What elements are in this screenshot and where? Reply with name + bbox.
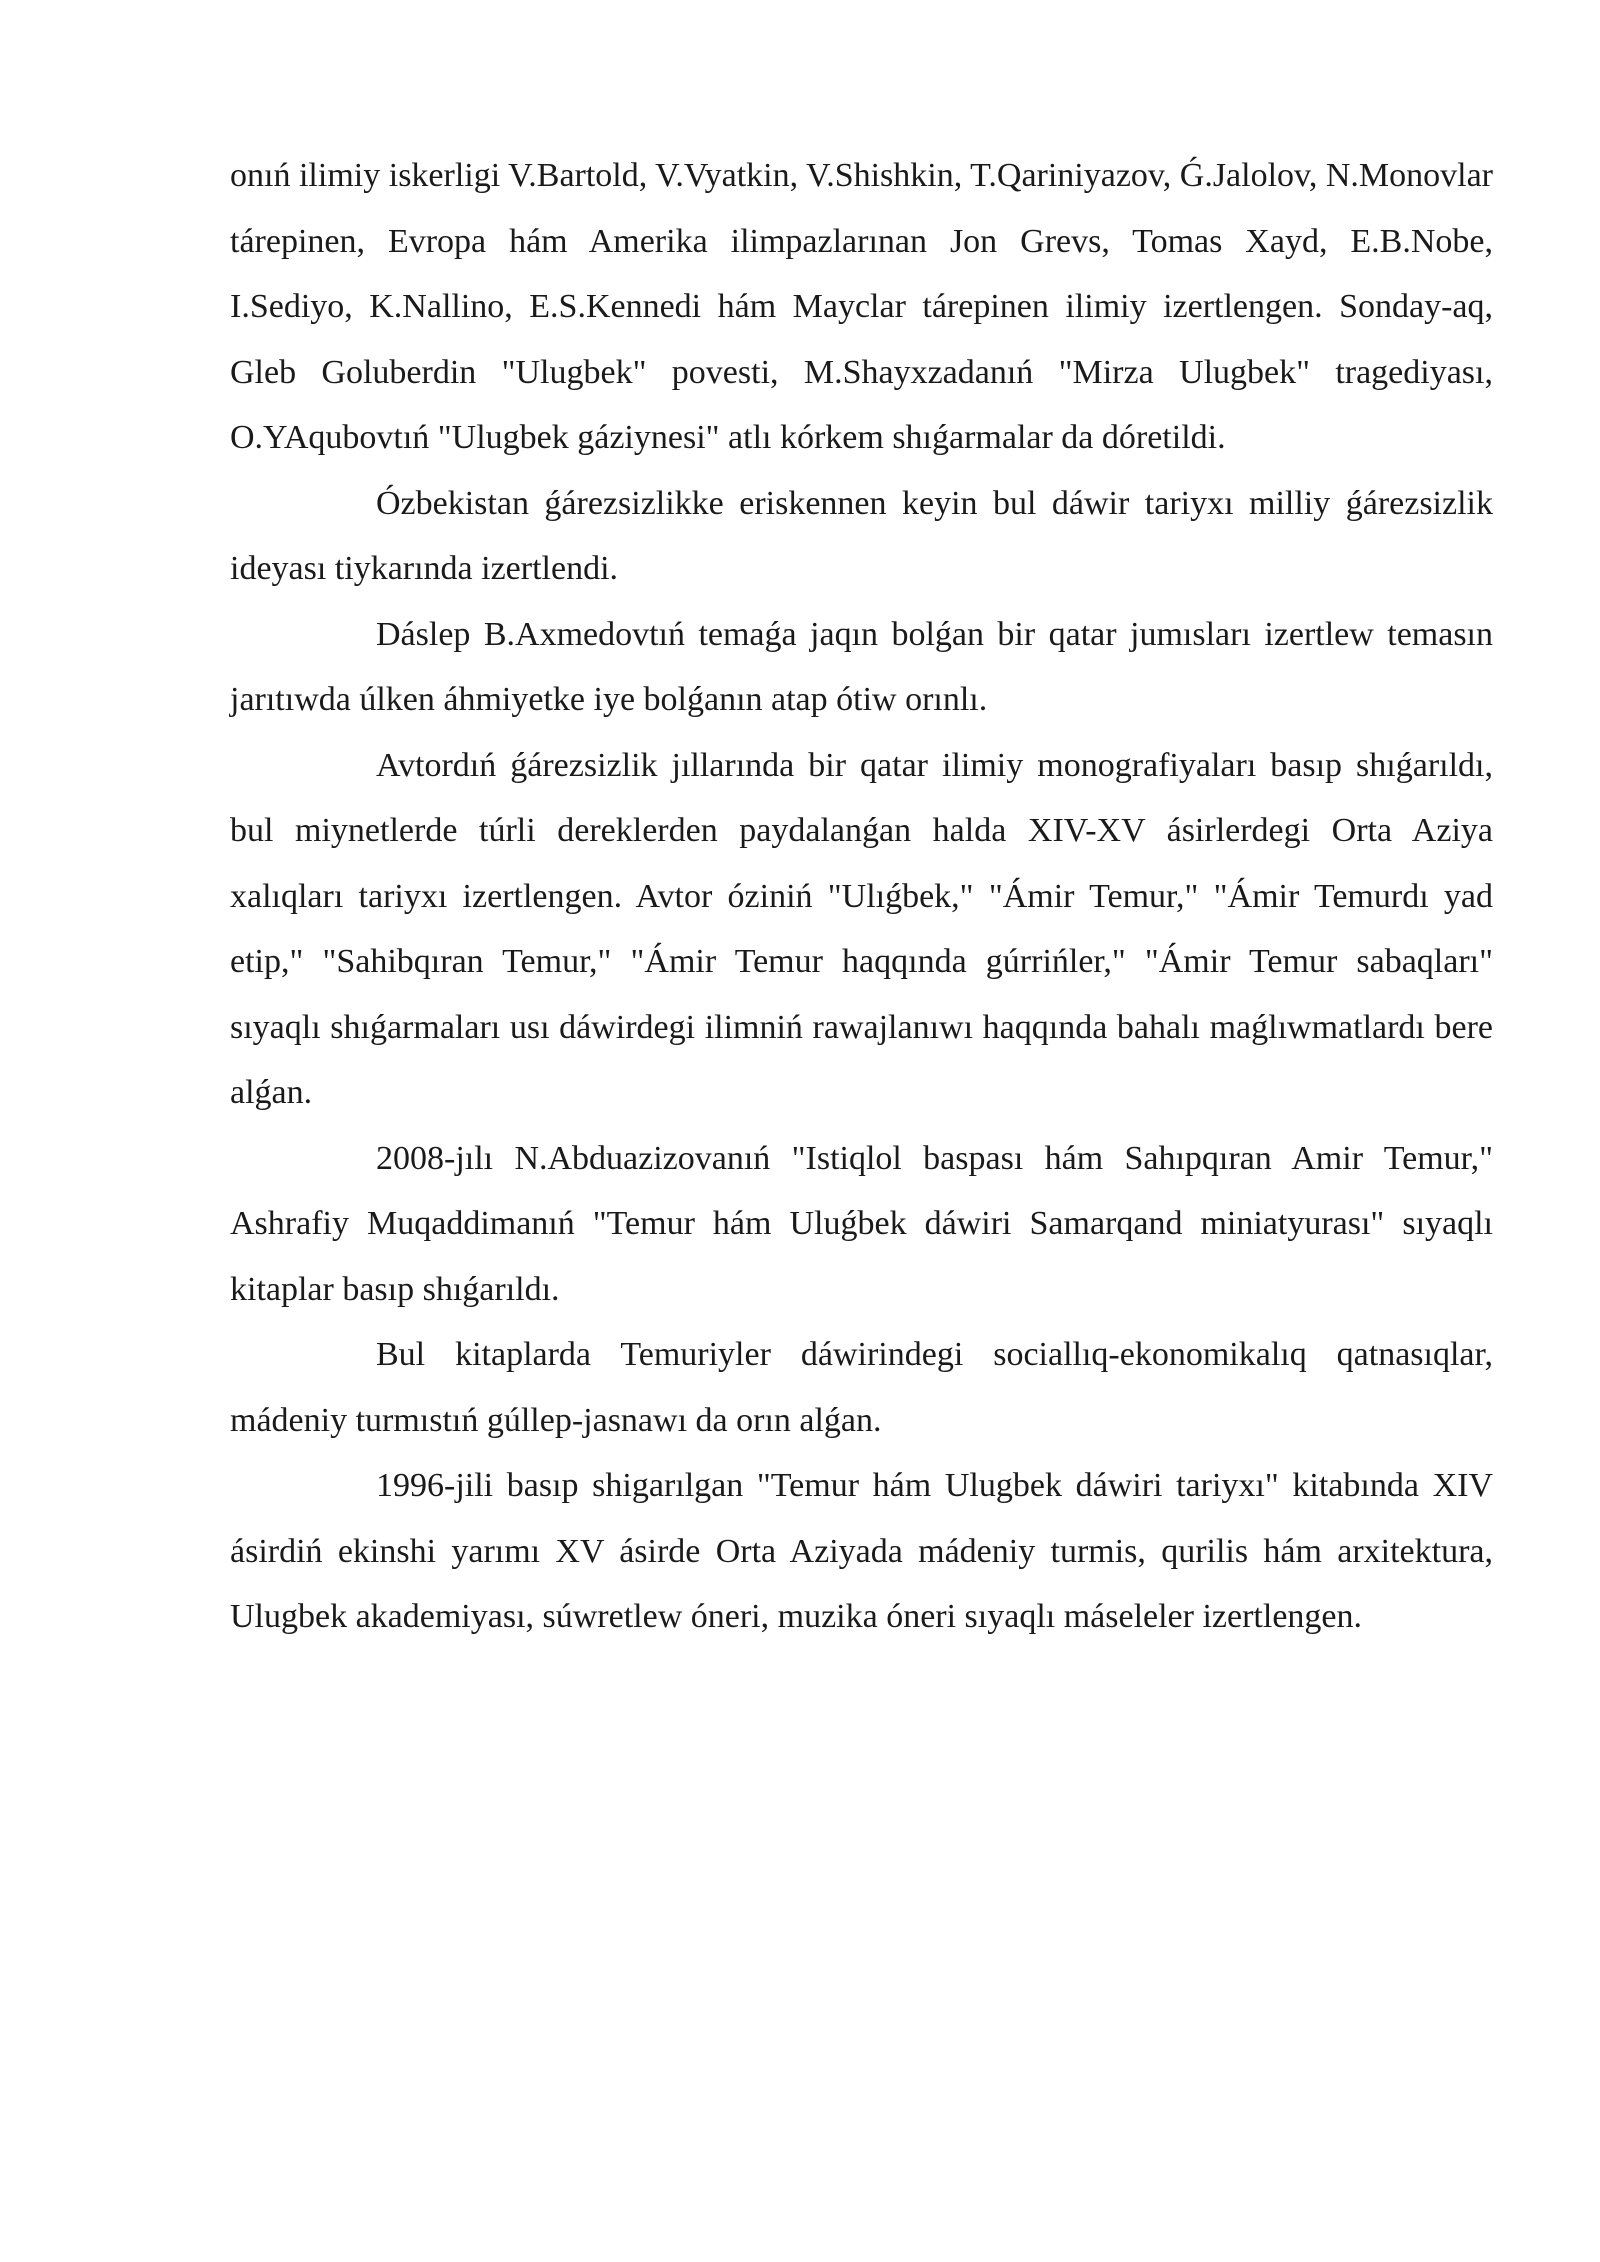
document-body — [230, 143, 1493, 1650]
paragraph-5: 2008-jılı N.Abduazizovanıń "Istiqlol baspası hám Sahıpqıran Amir Temur," Ashrafiy Muqaddimanıń "Temur hám Uluǵbek dáwiri Samarqand miniatyurası" sıyaqlı kitaplar basıp shıǵarıldı. — [230, 1139, 1493, 1308]
paragraph-4: Avtordıń ǵárezsizlik jıllarında bir qatar ilimiy monografiyaları basıp shıǵarıldı, bul miynetlerde túrli dereklerden paydalanǵan halda XIV-XV ásirlerdegi Orta Aziya xalıqları tariyxı izertlengen. Avtor óziniń "Ulıǵbek," "Ámir Temur," "Ámir Temurdı yad etip," "Sahibqıran Temur," "Ámir Temur haqqında gúrrińler," "Ámir Temur sabaqları" sıyaqlı shıǵarmaları usı dáwirdegi ilimniń rawajlanıwı haqqında bahalı maǵlıwmatlardı bere alǵan. — [230, 746, 1493, 1111]
paragraph-7: 1996-jili basıp shigarılgan "Temur hám Ulugbek dáwiri tariyxı" kitabında XIV ásirdiń ekinshi yarımı XV ásirde Orta Aziyada mádeniy turmis, qurilis hám arxitektura, Ulugbek akademiyası, súwretlew óneri, muzika óneri sıyaqlı máseleler izertlengen. — [230, 1467, 1493, 1635]
paragraph-1: onıń ilimiy iskerligi V.Bartold, V.Vyatkin, V.Shishkin, T.Qariniyazov, Ǵ.Jalolov, N.Monovlar tárepinen, Evropa hám Amerika ilimpazlarınan Jon Grevs, Tomas Xayd, E.B.Nobe, I.Sediyo, K.Nallino, E.S.Kennedi hám Mayclar tárepinen ilimiy izertlengen. Sonday-aq, Gleb Goluberdin "Ulugbek" povesti, M.Shayxzadanıń "Mirza Ulugbek" tragediyası, O.YAqubovtıń "Ulugbek gáziynesi" atlı kórkem shıǵarmalar da dóretildi. — [230, 157, 1493, 456]
paragraph-3: Dáslep B.Axmedovtıń temaǵa jaqın bolǵan bir qatar jumısları izertlew temasın jarıtıwda úlken áhmiyetke iye bolǵanın atap ótiw orınlı. — [230, 615, 1493, 718]
paragraph-2: Ózbekistan ǵárezsizlikke eriskennen keyin bul dáwir tariyxı milliy ǵárezsizlik ideyası tiykarında izertlendi. — [230, 484, 1493, 587]
paragraph-6: Bul kitaplarda Temuriyler dáwirindegi sociallıq-ekonomikalıq qatnasıqlar, mádeniy turmıstıń gúllep-jasnawı da orın alǵan. — [230, 1336, 1493, 1439]
